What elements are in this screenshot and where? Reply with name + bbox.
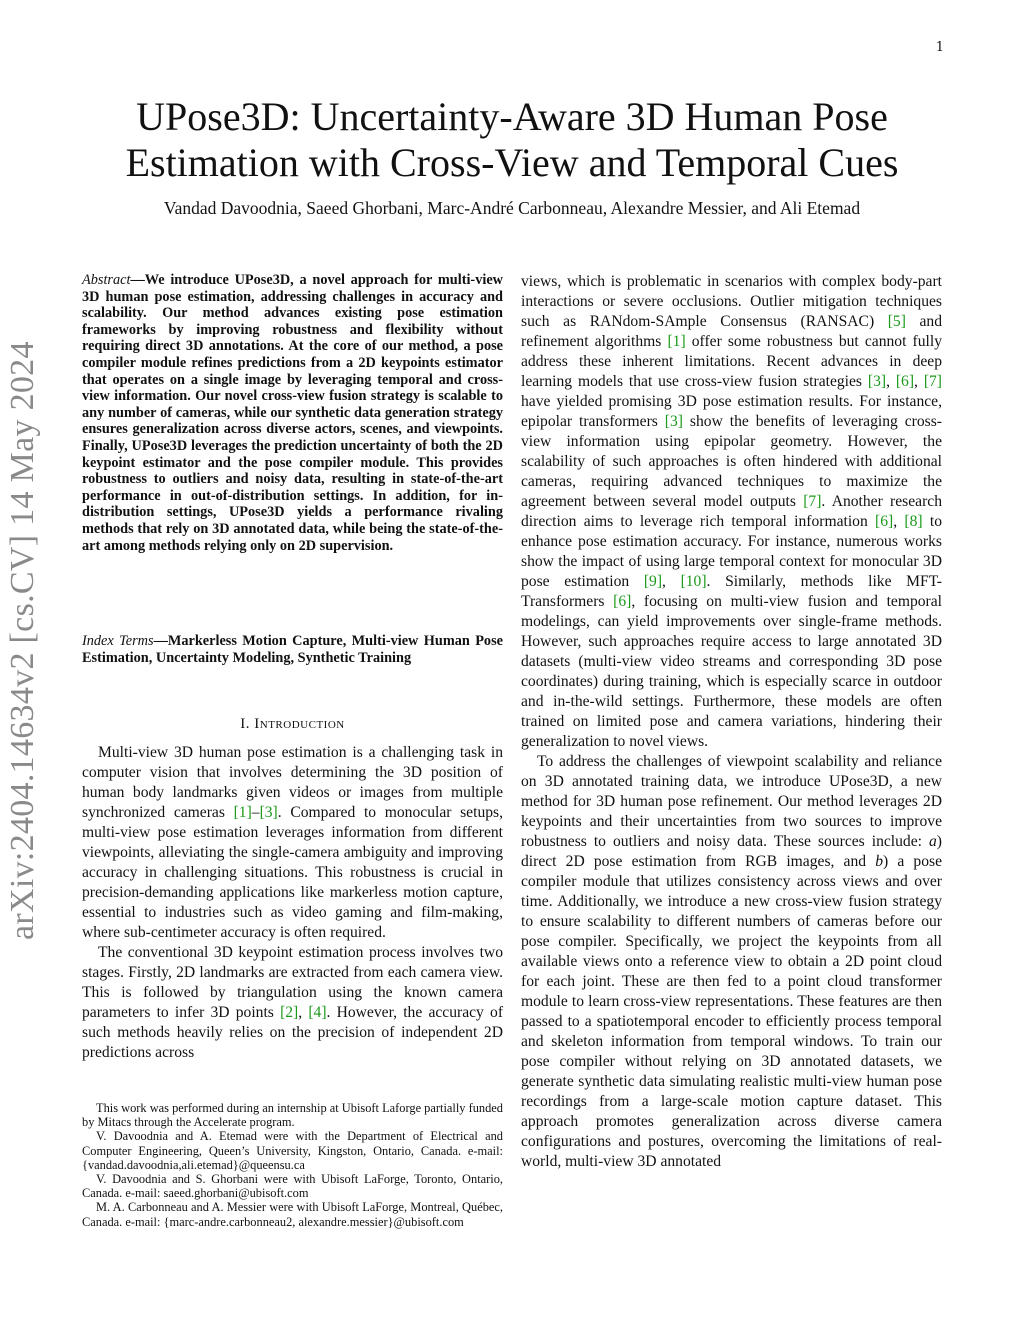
footnotes [82, 1101, 503, 1229]
footnote: M. A. Carbonneau and A. Messier were with Ubisoft LaForge, Montreal, Québec, Canada. e-mail: {marc-andre.carbonneau2, alexandre.messier}@ubisoft.com [82, 1200, 503, 1229]
citation-link[interactable]: [1] [667, 333, 686, 350]
page-number: 1 [935, 40, 944, 55]
introduction-left-column [82, 743, 503, 1063]
citation-link[interactable]: [9] [643, 573, 663, 590]
right-paragraph-2 [521, 752, 942, 1172]
index-terms [82, 633, 503, 666]
citation-link[interactable]: [2] [280, 1004, 299, 1021]
text-run: ) a pose compiler module that utilizes consistency across views and over time. Additionally, we introduce a new cross-view fusion strategy to ensure scalability to different numbers of cameras before our pose compiler. Specifically, we project the keypoints from all available views onto a reference view to obtain a 2D point cloud for each joint. These are then fed to a point cloud transformer module to learn cross-view representations. These features are then passed to a spatiotemporal encoder to efficiently process temporal and skeleton information from temporal windows. To train our pose compiler without relying on 3D annotated datasets, we generate synthetic data simulating realistic multi-view human pose recordings from a large-scale motion capture dataset. This approach promotes generalization across diverse camera configurations and postures, overcoming the limitations of real-world, multi-view 3D annotated [521, 853, 943, 1170]
right-paragraph-1 [521, 272, 942, 752]
citation-link[interactable]: [8] [904, 513, 923, 530]
citation-link[interactable]: [3] [867, 373, 887, 390]
citation-link[interactable]: [6] [875, 513, 894, 530]
citation-link[interactable]: [4] [308, 1004, 327, 1021]
text-run: The conventional 3D keypoint estimation process involves two stages. Firstly, 2D landmarks are extracted from each camera view. This is followed by triangulation using the known camera parameters to infer 3D points [82, 944, 503, 1021]
index-terms-label: Index Terms [82, 633, 154, 649]
arxiv-identifier: arXiv:2404.14634v2 [cs.CV] 14 May 2024 [4, 341, 41, 940]
text-run: , focusing on multi-view fusion and temporal modelings, can yield improvements over single-frame methods. However, such approaches require access to large annotated 3D datasets (multi-view video streams and corresponding 3D pose coordinates) during training, which is especially scarce in outdoor and in-the-wild settings. Furthermore, these models are often trained on limited pose and camera variations, hindering their generalization to novel views. [521, 593, 942, 750]
text-run: show the benefits of leveraging cross-view information using epipolar geometry. However, the scalability of such approaches is often hindered with additional cameras, requiring advanced techniques to maximize the agreement between several model outputs [521, 413, 942, 510]
abstract-text: —We introduce UPose3D, a novel approach for multi-view 3D human pose estimation, addressing challenges in accuracy and scalability. Our method advances existing pose estimation frameworks by improving robustness and flexibility without requiring direct 3D annotations. At the core of our method, a pose compiler module refines predictions from a 2D keypoints estimator that operates on a single image by leveraging temporal and cross-view information. Our novel cross-view fusion strategy is scalable to any number of cameras, while our synthetic data generation strategy ensures generalization across diverse actors, scenes, and viewpoints. Finally, UPose3D leverages the prediction uncertainty of both the 2D keypoint estimator and the pose compiler module. This provides robustness to outliers and noisy data, resulting in state-of-the-art performance in out-of-distribution settings. In addition, for in-distribution settings, UPose3D yields a performance rivaling methods that rely on 3D annotated data, while being the state-of-the-art among methods relying only on 2D supervision. [82, 272, 503, 554]
text-run: ) direct 2D pose estimation from RGB images, and [521, 833, 942, 870]
footnote: This work was performed during an internship at Ubisoft Laforge partially funded by Mitacs through the Accelerate program. [82, 1101, 503, 1130]
paper-title: UPose3D: Uncertainty-Aware 3D Human Pose Estimation with Cross-View and Temporal Cues [125, 94, 899, 185]
footnote: V. Davoodnia and S. Ghorbani were with Ubisoft LaForge, Toronto, Ontario, Canada. e-mail: saeed.ghorbani@ubisoft.com [82, 1172, 503, 1201]
citation-link[interactable]: [3] [259, 804, 278, 821]
abstract [82, 272, 503, 554]
footnote: V. Davoodnia and A. Etemad were with the Department of Electrical and Computer Engineering, Queen’s University, Kingston, Ontario, Canada. e-mail: {vandad.davoodnia,ali.etemad}@queensu.ca [82, 1129, 503, 1172]
text-run: , [893, 513, 905, 530]
text-run: to enhance pose estimation accuracy. For instance, numerous works show the impact of using large temporal context for monocular 3D pose estimation [521, 513, 943, 590]
text-run: To address the challenges of viewpoint scalability and reliance on 3D annotated training data, we introduce UPose3D, a new method for 3D human pose refinement. Our method leverages 2D keypoints and their uncertainties from two sources to improve robustness to outliers and noisy data. These sources include: [521, 753, 942, 850]
text-run: views, which is problematic in scenarios with complex body-part interactions or severe occlusions. Outlier mitigation techniques such as RANdom-SAmple Consensus (RANSAC) [521, 273, 942, 330]
introduction-right-column [521, 272, 942, 1172]
author-list: Vandad Davoodnia, Saeed Ghorbani, Marc-André Carbonneau, Alexandre Messier, and Ali Etemad [163, 198, 861, 218]
text-run: . However, the accuracy of such methods heavily relies on the precision of independent 2D predictions across [82, 1004, 504, 1061]
text-run: a [929, 833, 937, 850]
text-run: . Compared to monocular setups, multi-view pose estimation leverages information from different viewpoints, alleviating the single-camera ambiguity and improving accuracy in challenging situations. This robustness is crucial in precision-demanding applications like markerless motion capture, essential to industries such as video gaming and film-making, where sub-centimeter accuracy is often required. [82, 804, 503, 941]
citation-link[interactable]: [6] [613, 593, 632, 610]
citation-link[interactable]: [10] [680, 573, 707, 590]
intro-paragraph-2 [82, 943, 503, 1063]
text-run: – [251, 804, 260, 821]
intro-paragraph-1 [82, 743, 503, 943]
text-run: and refinement algorithms [521, 313, 942, 350]
text-run: Multi-view 3D human pose estimation is a challenging task in computer vision that involves determining the 3D position of human body landmarks given videos or images from multiple synchronized cameras [82, 744, 503, 821]
text-run: have yielded promising 3D pose estimation results. For instance, epipolar transformers [521, 393, 942, 430]
citation-link[interactable]: [1] [233, 804, 252, 821]
citation-link[interactable]: [3] [664, 413, 683, 430]
text-run: b [875, 853, 884, 870]
text-run: . Similarly, methods like MFT-Transformers [521, 573, 942, 610]
text-run: , [662, 573, 681, 590]
text-run: offer some robustness but cannot fully address these inherent limitations. Recent advances in deep learning models that use cross-view fusion strategies [521, 333, 942, 390]
text-run: , [298, 1004, 309, 1021]
text-run: . Another research direction aims to leverage rich temporal information [521, 493, 942, 530]
abstract-label: Abstract [82, 272, 131, 288]
citation-link[interactable]: [7] [803, 493, 822, 510]
index-terms-text: —Markerless Motion Capture, Multi-view Human Pose Estimation, Uncertainty Modeling, Synthetic Training [82, 633, 503, 666]
citation-link[interactable]: [7] [923, 373, 942, 390]
text-run: , [886, 373, 896, 390]
citation-link[interactable]: [5] [887, 313, 906, 330]
citation-link[interactable]: [6] [895, 373, 915, 390]
section-heading-introduction: I. Introduction [240, 716, 345, 732]
text-run: , [914, 373, 924, 390]
